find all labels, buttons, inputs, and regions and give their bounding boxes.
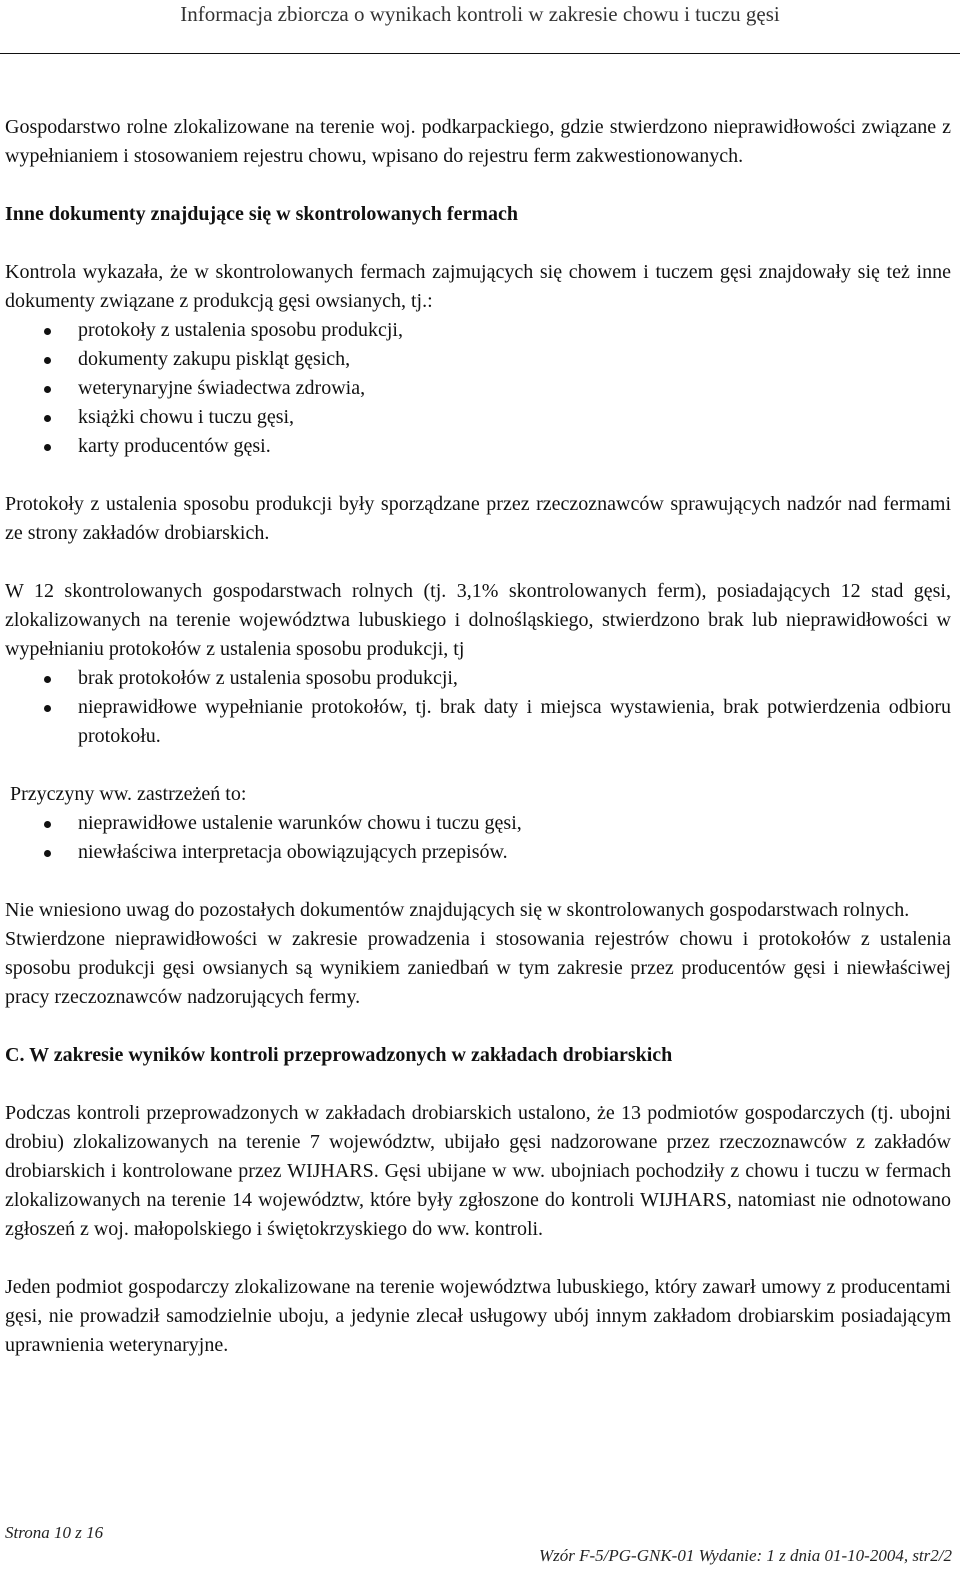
bullet-icon — [44, 676, 51, 683]
list-item: weterynaryjne świadectwa zdrowia, — [5, 374, 951, 403]
document-body — [5, 113, 951, 1360]
causes-list — [5, 809, 951, 867]
bullet-icon — [44, 850, 51, 857]
list-item: niewłaściwa interpretacja obowiązujących przepisów. — [5, 838, 951, 867]
paragraph-6: Nie wniesiono uwag do pozostałych dokumentów znajdujących się w skontrolowanych gospodarstwach rolnych. — [5, 899, 910, 921]
page-header — [0, 0, 960, 54]
paragraph-1: Gospodarstwo rolne zlokalizowane na terenie woj. podkarpackiego, gdzie stwierdzono nieprawidłowości związane z wypełnianiem i stosowaniem rejestru chowu, wpisano do rejestru ferm zakwestionowanych. — [5, 116, 951, 167]
bullet-icon — [44, 705, 51, 712]
list-item: nieprawidłowe wypełnianie protokołów, tj. brak daty i miejsca wystawienia, brak potwierdzenia odbioru protokołu. — [5, 693, 951, 751]
page-number: Strona 10 z 16 — [5, 1523, 104, 1542]
list-item: brak protokołów z ustalenia sposobu produkcji, — [5, 664, 951, 693]
paragraph-7: Stwierdzone nieprawidłowości w zakresie prowadzenia i stosowania rejestrów chowu i protokołów z ustalenia sposobu produkcji gęsi owsianych są wynikiem zaniedbań w tym zakresie przez producentów gęsi i niewłaściwej pracy rzeczoznawców nadzorujących fermy. — [5, 928, 951, 1008]
header-title: Informacja zbiorcza o wynikach kontroli w zakresie chowu i tuczu gęsi — [180, 2, 780, 26]
form-identifier: Wzór F-5/PG-GNK-01 Wydanie: 1 z dnia 01-10-2004, str2/2 — [538, 1546, 952, 1565]
bullet-icon — [44, 328, 51, 335]
paragraph-9: Jeden podmiot gospodarczy zlokalizowane na terenie województwa lubuskiego, który zawarł umowy z producentami gęsi, nie prowadził samodzielnie uboju, a jedynie zlecał usługowy ubój innym zakładom drobiarskim posiadającym uprawnienia weterynaryjne. — [5, 1276, 951, 1356]
section-heading-other-documents: Inne dokumenty znajdujące się w skontrolowanych fermach — [5, 203, 518, 225]
bullet-icon — [44, 415, 51, 422]
documents-list — [5, 316, 951, 461]
bullet-icon — [44, 821, 51, 828]
section-heading-c: C. W zakresie wyników kontroli przeprowadzonych w zakładach drobiarskich — [5, 1044, 673, 1066]
paragraph-3: Protokoły z ustalenia sposobu produkcji były sporządzane przez rzeczoznawców sprawujących nadzór nad fermami ze strony zakładów drobiarskich. — [5, 493, 951, 544]
bullet-icon — [44, 357, 51, 364]
paragraph-2: Kontrola wykazała, że w skontrolowanych fermach zajmujących się chowem i tuczem gęsi znajdowały się też inne dokumenty związane z produkcją gęsi owsianych, tj.: — [5, 261, 951, 312]
bullet-icon — [44, 386, 51, 393]
list-item: książki chowu i tuczu gęsi, — [5, 403, 951, 432]
list-item: dokumenty zakupu piskląt gęsich, — [5, 345, 951, 374]
paragraph-4: W 12 skontrolowanych gospodarstwach rolnych (tj. 3,1% skontrolowanych ferm), posiadających 12 stad gęsi, zlokalizowanych na terenie województwa lubuskiego i dolnośląskiego, stwierdzono brak lub nieprawidłowości w wypełnianiu protokołów z ustalenia sposobu produkcji, tj — [5, 580, 951, 660]
paragraph-5: Przyczyny ww. zastrzeżeń to: — [10, 783, 247, 805]
irregularities-list — [5, 664, 951, 751]
list-item: karty producentów gęsi. — [5, 432, 951, 461]
bullet-icon — [44, 444, 51, 451]
list-item: protokoły z ustalenia sposobu produkcji, — [5, 316, 951, 345]
list-item: nieprawidłowe ustalenie warunków chowu i tuczu gęsi, — [5, 809, 951, 838]
paragraph-8: Podczas kontroli przeprowadzonych w zakładach drobiarskich ustalono, że 13 podmiotów gospodarczych (tj. ubojni drobiu) zlokalizowanych na terenie 7 województw, ubijało gęsi nadzorowane przez rzeczoznawców z zakładów drobiarskich i kontrolowane przez WIJHARS. Gęsi ubijane w ww. ubojniach pochodziły z chowu i tuczu w fermach zlokalizowanych na terenie 14 województw, które były zgłoszone do kontroli WIJHARS, natomiast nie odnotowano zgłoszeń z woj. małopolskiego i świętokrzyskiego do ww. kontroli. — [5, 1102, 951, 1240]
